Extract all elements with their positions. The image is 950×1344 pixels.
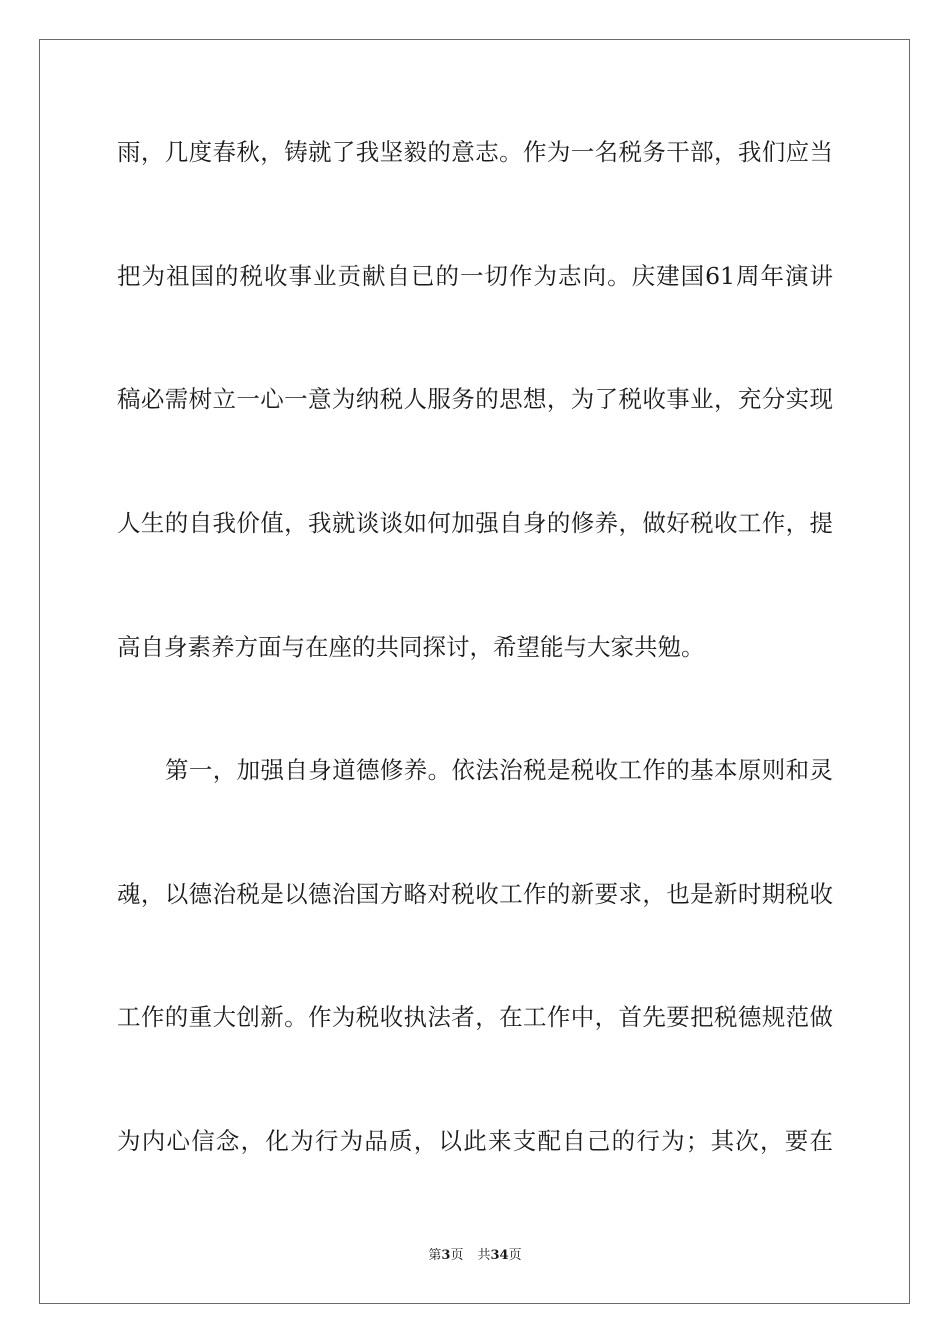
body-text-line: 把为祖国的税收事业贡献自已的一切作为志向。庆建国61周年演讲 [117,262,833,290]
paragraph-first-line: 第一，加强自身道德修养。依法治税是税收工作的基本原则和灵 [165,756,833,784]
body-text-line: 为内心信念，化为行为品质，以此来支配自己的行为；其次，要在 [117,1127,833,1155]
body-text-line: 高自身素养方面与在座的共同探讨，希望能与大家共勉。 [117,633,705,661]
body-text-line: 人生的自我价值，我就谈谈如何加强自身的修养，做好税收工作，提 [117,509,833,537]
page-footer [0,1246,950,1266]
body-text-line: 工作的重大创新。作为税收执法者，在工作中，首先要把税德规范做 [117,1003,833,1031]
body-text-line: 魂，以德治税是以德治国方略对税收工作的新要求，也是新时期税收 [117,880,833,908]
page-number: 3 [441,1248,451,1263]
total-suffix: 页 [508,1248,522,1263]
page-border [39,39,910,1304]
body-text-line: 雨，几度春秋，铸就了我坚毅的意志。作为一名税务干部，我们应当 [117,138,833,166]
page-suffix: 页 [450,1248,464,1263]
total-prefix: 共 [477,1248,491,1263]
page-prefix: 第 [428,1248,442,1263]
body-text-line: 稿必需树立一心一意为纳税人服务的思想，为了税收事业，充分实现 [117,385,833,413]
total-pages: 34 [490,1248,509,1263]
